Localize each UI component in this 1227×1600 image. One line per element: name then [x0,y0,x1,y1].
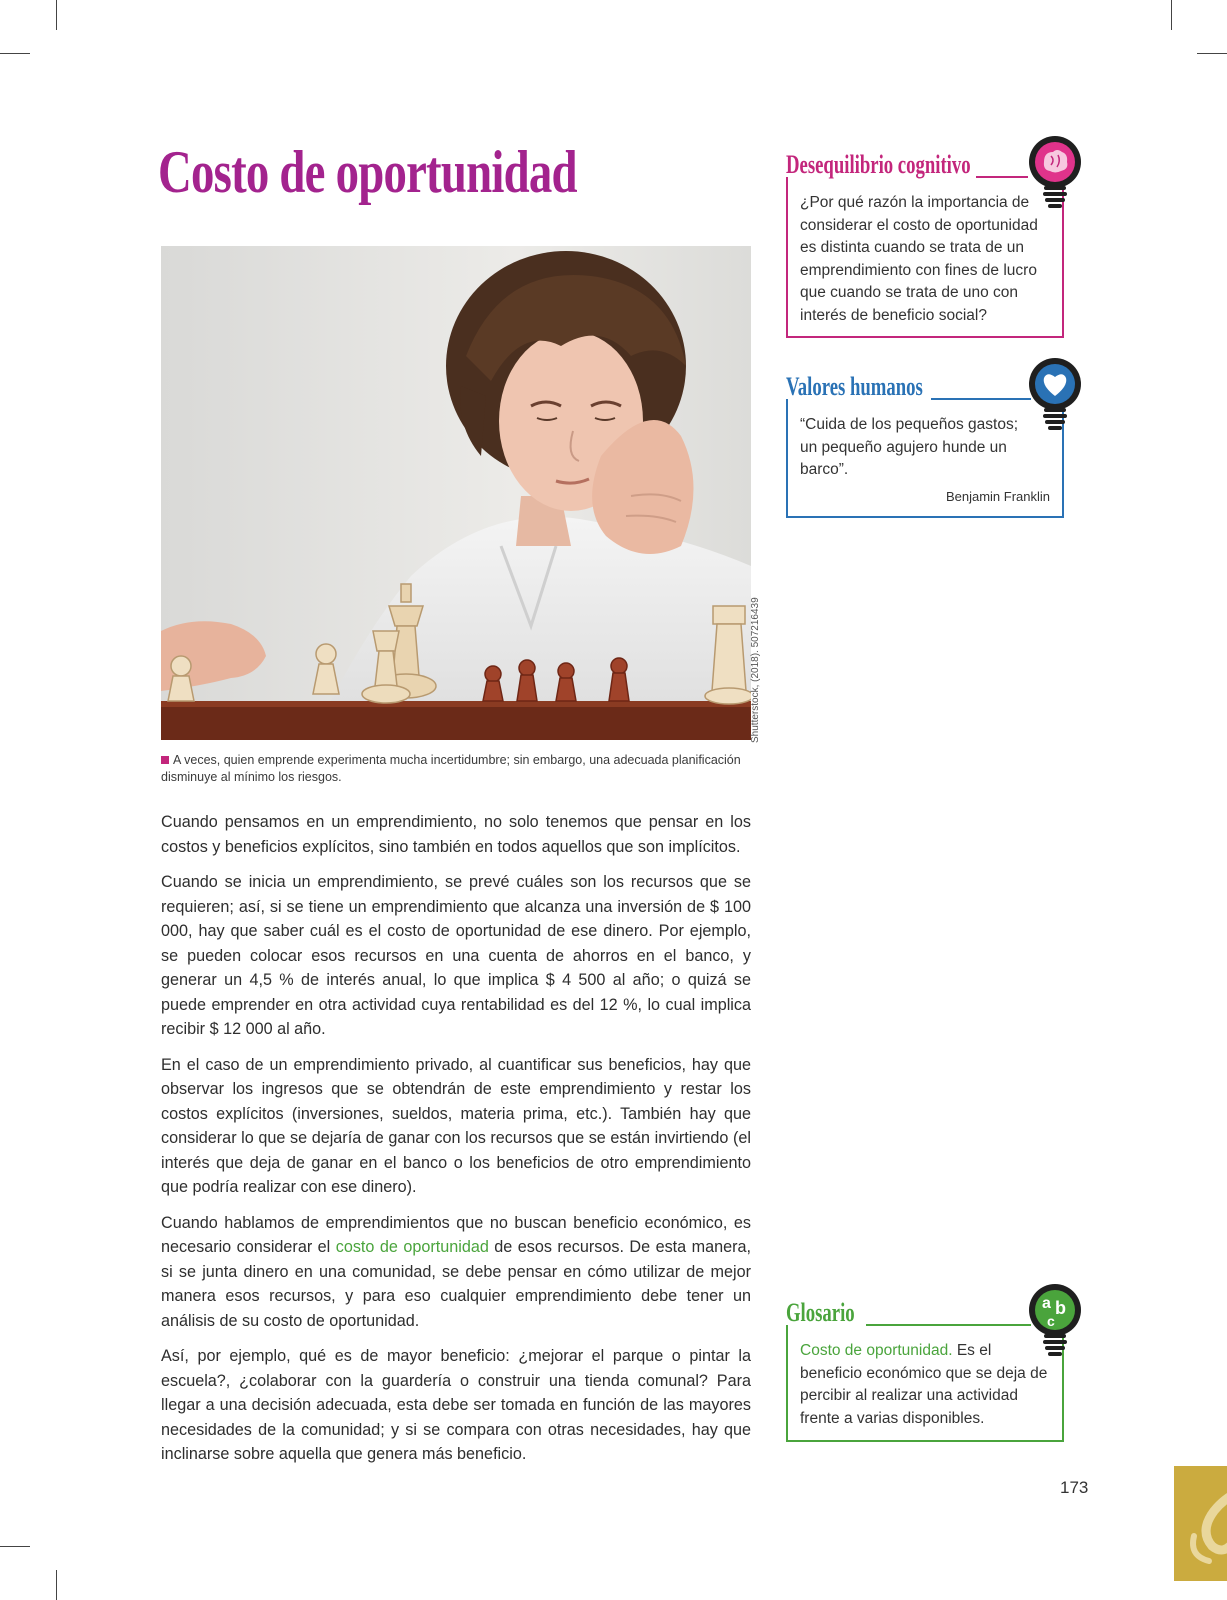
desequilibrio-box [786,150,1064,338]
valores-author: Benjamin Franklin [945,489,1050,504]
crop-mark [0,53,30,54]
glosario-title: Glosario [786,1298,855,1327]
glossary-term-link[interactable]: costo de oportunidad [335,1238,489,1256]
abc-bulb-icon [1026,1280,1084,1362]
page-title: Costo de oportunidad [158,139,577,205]
paragraph-text: Cuando hablamos de emprendimientos que no buscan beneficio económico, es necesario considerar el [161,1213,751,1256]
folio-tab [1174,1466,1227,1581]
paragraph: Cuando pensamos en un emprendimiento, no solo tenemos que pensar en los costos y beneficios explícitos, sino también en todos aquellos que son implícitos. [161,813,751,856]
paragraph: Cuando se inicia un emprendimiento, se prevé cuáles son los recursos que se requieren; así, si se tiene un emprendimiento que alcanza una inversión de $ 100 000, hay que saber cuál es el costo de oportunidad de ese dinero. Por ejemplo, se pueden colocar esos recursos en una cuenta de ahorros en el banco, y generar un 4,5 % de interés anual, lo que implica $ 4 500 al año; o quizá se puede emprender en otra actividad cuya rentabilidad es del 12 %, lo cual implica recibir $ 12 000 al año. [161,873,751,1038]
caption-bullet [161,756,169,764]
crop-mark [56,0,57,30]
crop-mark [1171,0,1172,30]
desequilibrio-title: Desequilibrio cognitivo [786,150,971,179]
heart-bulb-icon [1026,354,1084,436]
crop-mark [0,1546,30,1547]
photo-caption [161,752,751,786]
paragraph: Así, por ejemplo, qué es de mayor beneficio: ¿mejorar el parque o pintar la escuela?, ¿colaborar con la guardería o construir una tienda comunal? Para llegar a una decisión adecuada, esta debe ser tomada en función de las mayores necesidades de la comunidad; y si se compara con otras necesidades, hay que inclinarse sobre aquella que genera más beneficio. [161,1347,751,1463]
glosario-entry [800,1340,1048,1430]
crop-mark [1197,53,1227,54]
paragraph: En el caso de un emprendimiento privado, al cuantificar sus beneficios, hay que observar los ingresos que se obtendrán de este emprendimiento y restar los costos explícitos (inversiones, sueldos, materia prima, etc.). También hay que considerar lo que se dejaría de ganar con los recursos que se están invirtiendo (el interés que deja de ganar en el banco o los beneficios de otro emprendimiento que podría realizar con ese dinero). [161,1055,751,1196]
glosario-box [786,1298,1064,1442]
bulb-letter-c: c [1047,1313,1055,1329]
valores-quote: “Cuida de los pequeños gastos; un pequeño agujero hunde un barco”. [800,416,1019,478]
photo-credit: Shutterstock, (2018). 507216439 [750,597,761,743]
glosario-definition: Es el beneficio económico que se deja de percibir al realizar una actividad frente a varias disponibles. [800,1342,1048,1427]
brain-bulb-icon [1026,132,1084,214]
valores-box [786,372,1064,518]
crop-mark [56,1570,57,1600]
valores-title: Valores humanos [786,372,923,401]
bulb-letter-b: b [1055,1298,1066,1318]
bulb-letter-a: a [1042,1295,1051,1312]
paragraph [161,1211,751,1334]
body-text [161,810,751,1478]
paragraph-text: de esos recursos. De esta manera, si se junta dinero en una comunidad, se debe pensar en cómo utilizar de mejor manera esos recursos, y para eso cualquier emprendimiento debe tener un análisis de su costo de oportunidad. [161,1238,751,1330]
chess-photo [161,246,751,740]
desequilibrio-text: ¿Por qué razón la importancia de considerar el costo de oportunidad es distinta cuando se trata de un emprendimiento con fines de lucro que cuando se trata de uno con interés de beneficio social? [800,194,1038,324]
hand-icon [1174,1466,1227,1581]
caption-text: A veces, quien emprende experimenta mucha incertidumbre; sin embargo, una adecuada planificación disminuye al mínimo los riesgos. [161,753,741,784]
glosario-term: Costo de oportunidad. [800,1342,953,1359]
page-number: 173 [1060,1478,1089,1497]
